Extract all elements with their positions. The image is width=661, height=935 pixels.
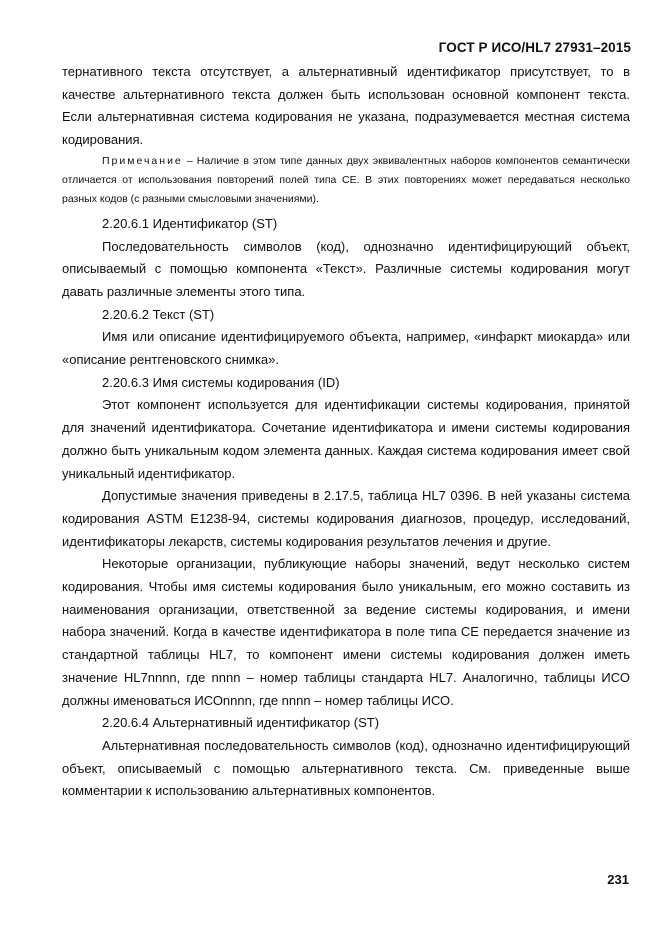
paragraph-text: Имя или описание идентифицируемого объекта, например, «инфаркт миокарда» или «описание рентгеновского снимка». [62, 329, 630, 368]
paragraph-identifier: Последовательность символов (код), однозначно идентифицирующий объект, описываемый с помощью компонента «Текст». Различные системы кодирования могут давать различные элементы этого типа. [62, 238, 630, 299]
note-label: Примечание [102, 154, 183, 167]
section-heading-2-20-6-1: 2.20.6.1 Идентификатор (ST) [102, 215, 278, 231]
paragraph-continued: тернативного текста отсутствует, а альтернативный идентификатор присутствует, то в качестве альтернативного текста должен быть использован основной компонент текста. Если альтернативная система кодирования не указана, подразумевается местная система кодирования. [62, 64, 630, 148]
document-header: ГОСТ Р ИСО/HL7 27931–2015 [438, 40, 631, 55]
section-heading-2-20-6-2: 2.20.6.2 Текст (ST) [102, 306, 215, 322]
note [62, 152, 630, 209]
note-text: – Наличие в этом типе данных двух эквивалентных наборов компонентов семантически отличается от использования повторений полей типа CE. В этих повторениях может передаваться несколько разных кодов (с разными смысловыми значениями). [62, 154, 630, 205]
page-number: 231 [607, 872, 629, 887]
paragraph-organizations: Некоторые организации, публикующие наборы значений, ведут несколько систем кодирования. Чтобы имя системы кодирования было уникальным, его можно составить из наименования организации, ответственной за ведение системы кодирования, и имени набора значений. Когда в качестве идентификатора в поле типа CE передается значение из стандартной таблицы HL7, то компонент имени системы кодирования должен иметь значение HL7nnnn, где nnnn – номер таблицы стандарта HL7. Аналогично, таблицы ИСО должны именоваться ИСОnnnn, где nnnn – номер таблицы ИСО. [62, 556, 630, 708]
paragraph-allowed-values: Допустимые значения приведены в 2.17.5, таблица HL7 0396. В ней указаны система кодирования ASTM E1238-94, системы кодирования диагнозов, процедур, исследований, идентификаторы лекарств, системы кодирования результатов лечения и другие. [62, 488, 630, 549]
section-heading-2-20-6-4: 2.20.6.4 Альтернативный идентификатор (ST) [102, 715, 380, 731]
paragraph-coding-system-name: Этот компонент используется для идентификации системы кодирования, принятой для значений идентификатора. Сочетание идентификатора и имени системы кодирования должно быть уникальным кодом элемента данных. Каждая система кодирования имеет свой уникальный идентификатор. [62, 397, 630, 481]
paragraph-alternate-identifier: Альтернативная последовательность символов (код), однозначно идентифицирующий объект, описываемый с помощью альтернативного текста. См. приведенные выше комментарии к использованию альтернативных компонентов. [62, 737, 630, 799]
section-heading-2-20-6-3: 2.20.6.3 Имя системы кодирования (ID) [102, 374, 340, 390]
document-body [62, 61, 630, 803]
